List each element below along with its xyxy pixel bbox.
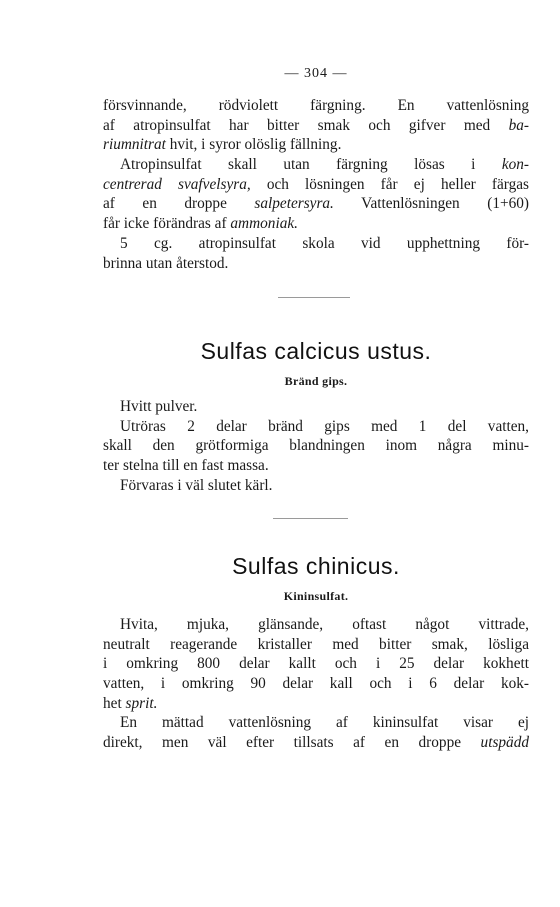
italic-term: centrerad svafvelsyra,	[103, 175, 251, 193]
text-line: af atropinsulfat har bitter smak och gifver med ba-	[103, 116, 529, 134]
text-line: Hvita, mjuka, glänsande, oftast något vittrade,	[120, 616, 529, 633]
text-line: af en droppe salpetersyra. Vattenlösningen (1+60)	[103, 195, 529, 213]
text-line: Atropinsulfat skall utan färgning lösas i kon-	[120, 156, 529, 174]
calcicus-body	[103, 397, 529, 495]
section-subtitle-calcicus: Bränd gips.	[284, 374, 348, 388]
text-line: riumnitrat hvit, i syror olöslig fällning.	[103, 136, 342, 154]
section-divider	[273, 518, 348, 519]
text-line: Utröras 2 delar bränd gips med 1 del vatten,	[120, 417, 529, 435]
page-number: — 304 —	[284, 66, 348, 81]
text-line: vatten, i omkring 90 delar kall och i 6 delar kok-	[103, 675, 529, 693]
italic-term: utspädd	[480, 734, 529, 752]
text-line: får icke förändras af ammoniak.	[103, 215, 298, 233]
italic-term: kon-	[501, 156, 529, 174]
text-line: het sprit.	[103, 694, 158, 712]
text-line: Hvitt pulver.	[120, 398, 198, 415]
text-line: ter stelna till en fast massa.	[103, 457, 269, 475]
chinicus-body	[103, 615, 529, 753]
atropine-continuation	[103, 96, 529, 273]
italic-term: ammoniak.	[230, 215, 298, 233]
text-line: 5 cg. atropinsulfat skola vid upphettning för-	[120, 234, 529, 252]
text-line: försvinnande, rödviolett färgning. En vattenlösning	[103, 97, 529, 114]
section-subtitle-chinicus: Kininsulfat.	[283, 589, 349, 603]
italic-term: salpetersyra.	[254, 195, 334, 213]
text-line: brinna utan återstod.	[103, 254, 229, 272]
section-title-chinicus: Sulfas chinicus.	[232, 553, 400, 579]
text-line: Förvaras i väl slutet kärl.	[120, 476, 273, 494]
section-title-calcicus: Sulfas calcicus ustus.	[200, 338, 432, 364]
text-line: En mättad vattenlösning af kininsulfat visar ej	[120, 714, 529, 732]
italic-term: ba-	[508, 116, 529, 134]
text-line: skall den grötformiga blandningen inom några minu-	[103, 437, 529, 455]
text-line: direkt, men väl efter tillsats af en droppe utspädd	[103, 734, 529, 752]
italic-term: sprit.	[125, 694, 158, 712]
text-line: neutralt reagerande kristaller med bitter smak, lösliga	[103, 635, 529, 653]
text-line: i omkring 800 delar kallt och i 25 delar kokhett	[103, 655, 529, 673]
text-line: centrerad svafvelsyra, och lösningen får ej heller färgas	[103, 175, 529, 193]
italic-term: riumnitrat	[103, 136, 166, 154]
section-divider	[278, 297, 350, 298]
